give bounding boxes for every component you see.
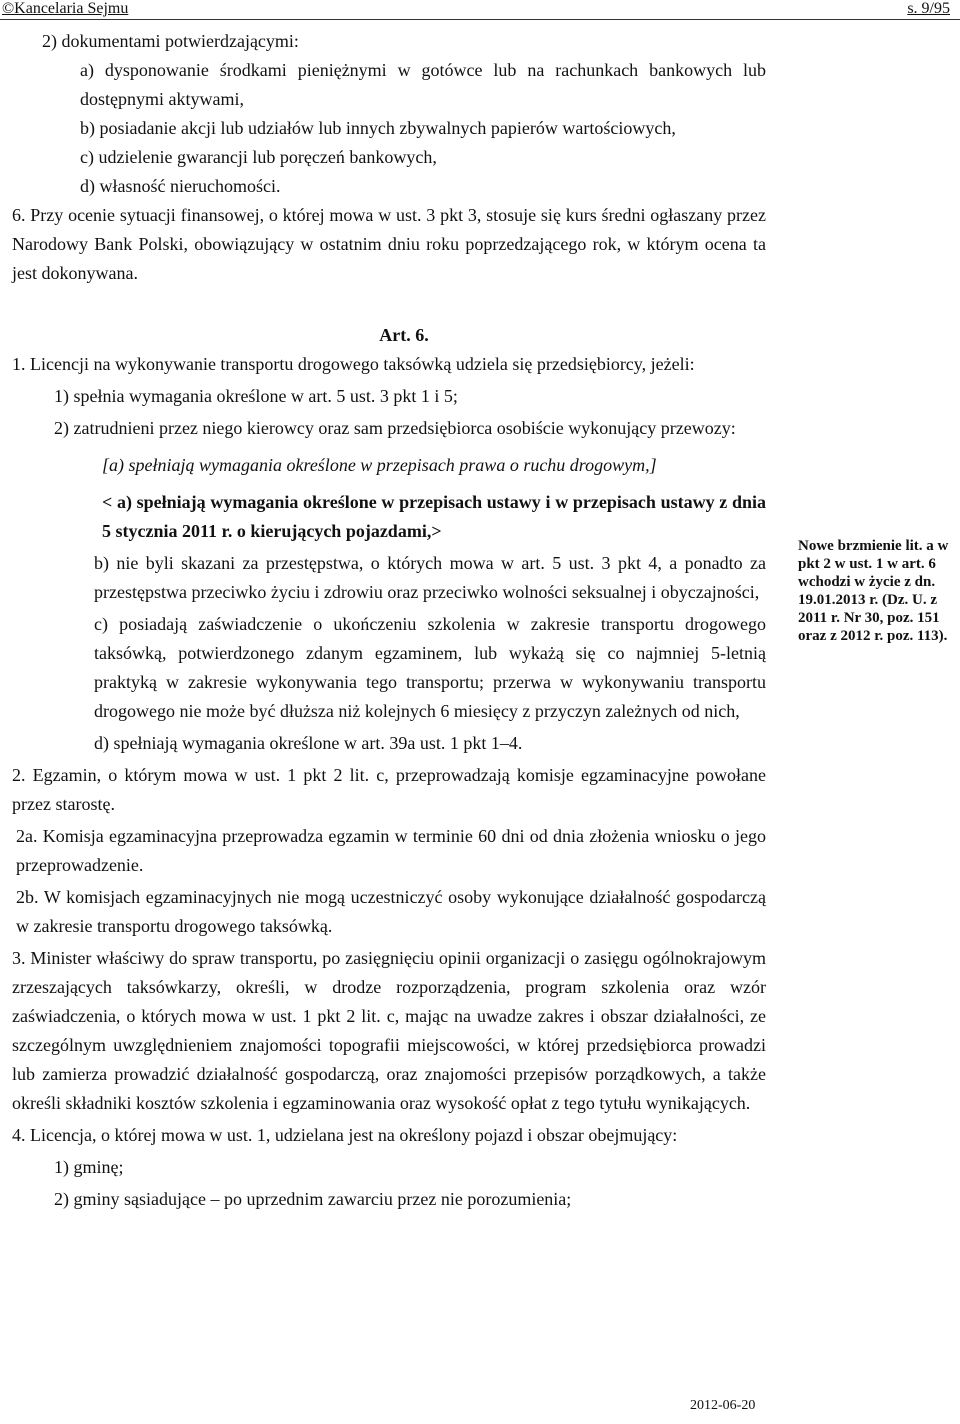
art6-lit-b: b) nie byli skazani za przestępstwa, o których mowa w art. 5 ust. 3 pkt 4, a ponadto za przestępstwa przeciwko życiu i zdrowiu oraz przeciwko wolności seksualnej i obyczajności, (94, 553, 766, 602)
art6-ust-2b: 2b. W komisjach egzaminacyjnych nie mogą uczestniczyć osoby wykonujące działalność gospodarczą w zakresie transportu drogowego taksówką. (16, 887, 766, 936)
art6-ust-3: 3. Minister właściwy do spraw transportu, po zasięgnięciu opinii organizacji o zasięgu ogólnokrajowym zrzeszających taksówkarzy, określi, w drodze rozporządzenia, program szkolenia oraz wzór zaświadczenia, o których mowa w ust. 1 pkt 2 lit. c, mając na uwadze zakres i obszar działalności, ze szczególnym uwzględnieniem znajomości topografii miejscowości, w której przedsiębiorca prowadzi lub zamierza prowadzić działalność gospodarczą, oraz znajomości przepisów porządkowych, a także określi składniki kosztów szkolenia i egzaminowania oraz wysokość opłat z tego tytułu wynikających. (12, 948, 766, 1113)
art6-lit-a-new: < a) spełniają wymagania określone w przepisach ustawy i w przepisach ustawy z dnia 5 stycznia 2011 r. o kierujących pojazdami,> (102, 492, 766, 541)
margin-note: Nowe brzmienie lit. a w pkt 2 w ust. 1 w art. 6 wchodzi w życie z dn. 19.01.2013 r. (Dz. U. z 2011 r. Nr 30, poz. 151 oraz z 2012 r. poz. 113). (798, 538, 949, 644)
art6-lit-a-old: [a) spełniają wymagania określone w przepisach prawa o ruchu drogowym,] (102, 455, 657, 475)
art6-ust-4-pkt-2: 2) gminy sąsiadujące – po uprzednim zawarciu przez nie porozumienia; (54, 1189, 572, 1209)
art6-lit-c: c) posiadają zaświadczenie o ukończeniu szkolenia w zakresie transportu drogowego taksówką, potwierdzonego zdanym egzaminem, lub wykażą się co najmniej 5-letnią praktyką w zakresie wykonywania tego transportu; przerwa w wykonywaniu transportu drogowego nie może być dłuższa niż kolejnych 6 miesięcy z przyczyn zależnych od nich, (94, 614, 766, 721)
letter-c: c) udzielenie gwarancji lub poręczeń bankowych, (80, 147, 437, 167)
footer-date: 2012-06-20 (690, 1398, 756, 1413)
art6-lit-d: d) spełniają wymagania określone w art. 39a ust. 1 pkt 1–4. (94, 733, 523, 753)
letter-a: a) dysponowanie środkami pieniężnymi w gotówce lub na rachunkach bankowych lub dostępnymi aktywami, (80, 60, 766, 109)
art6-pkt-2: 2) zatrudnieni przez niego kierowcy oraz sam przedsiębiorca osobiście wykonujący przewozy: (54, 418, 736, 438)
document-body (12, 27, 766, 1214)
header-page-number: s. 9/95 (907, 0, 950, 17)
art6-ust-1: 1. Licencji na wykonywanie transportu drogowego taksówką udziela się przedsiębiorcy, jeżeli: (12, 354, 695, 374)
point-2: 2) dokumentami potwierdzającymi: (42, 31, 299, 51)
art6-ust-2: 2. Egzamin, o którym mowa w ust. 1 pkt 2 lit. c, przeprowadzają komisje egzaminacyjne powołane przez starostę. (12, 765, 766, 814)
article-title: Art. 6. (379, 325, 429, 345)
art6-ust-4: 4. Licencja, o której mowa w ust. 1, udzielana jest na określony pojazd i obszar obejmujący: (12, 1125, 678, 1145)
letter-b: b) posiadanie akcji lub udziałów lub innych zbywalnych papierów wartościowych, (80, 118, 676, 138)
art6-pkt-1: 1) spełnia wymagania określone w art. 5 ust. 3 pkt 1 i 5; (54, 386, 458, 406)
letter-d: d) własność nieruchomości. (80, 176, 281, 196)
art6-ust-4-pkt-1: 1) gminę; (54, 1157, 124, 1177)
header-source: ©Kancelaria Sejmu (2, 0, 129, 17)
header-rule (0, 19, 960, 20)
ust-6: 6. Przy ocenie sytuacji finansowej, o której mowa w ust. 3 pkt 3, stosuje się kurs średni ogłaszany przez Narodowy Bank Polski, obowiązujący w ostatnim dniu roku poprzedzającego rok, w którym ocena ta jest dokonywana. (12, 205, 766, 283)
art6-ust-2a: 2a. Komisja egzaminacyjna przeprowadza egzamin w terminie 60 dni od dnia złożenia wniosku o jego przeprowadzenie. (16, 826, 766, 875)
